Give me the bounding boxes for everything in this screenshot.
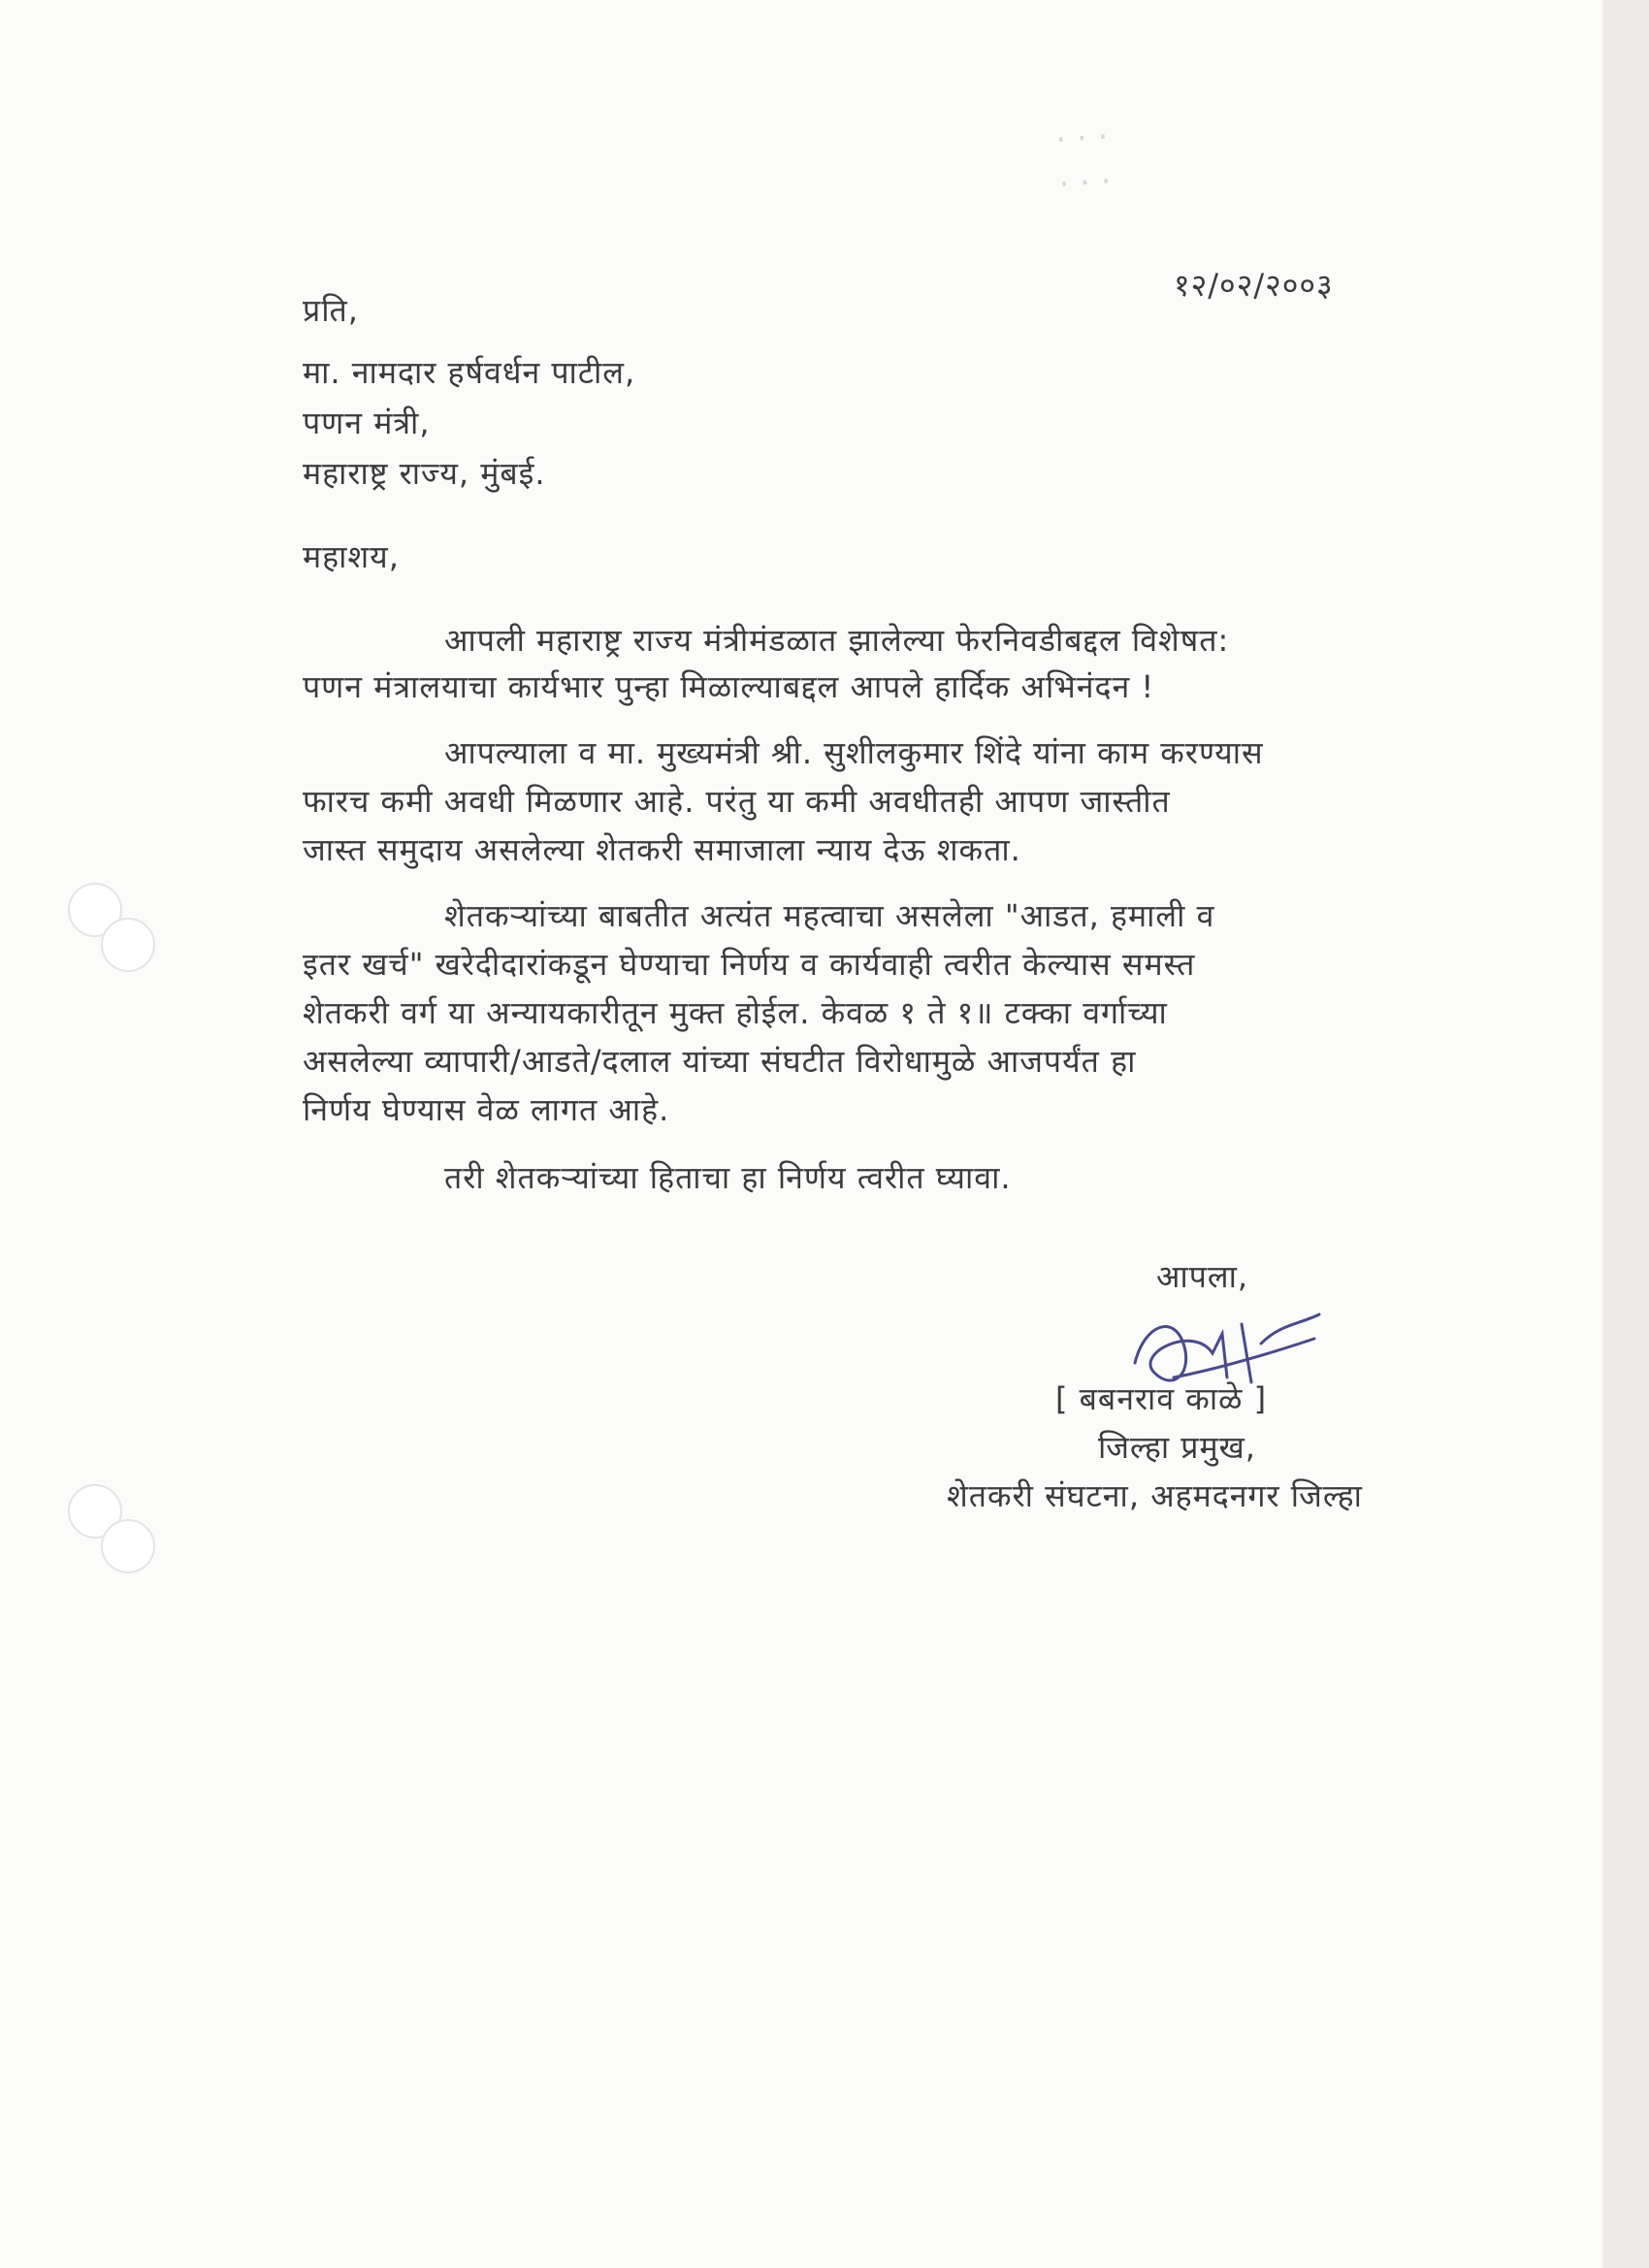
salutation-to: प्रति, bbox=[303, 292, 359, 329]
para2-line1: आपल्याला व मा. मुख्यमंत्री श्री. सुशीलकुमार शिंदे यांना काम करण्यास bbox=[444, 734, 1264, 771]
para3-line1: शेतकऱ्यांच्या बाबतीत अत्यंत महत्वाचा असलेला "आडत, हमाली व bbox=[444, 897, 1215, 934]
signatory-name: [ बबनराव काळे ] bbox=[1055, 1380, 1268, 1417]
punch-hole-top-2 bbox=[101, 918, 155, 972]
para3-line5: निर्णय घेण्यास वेळ लागत आहे. bbox=[303, 1091, 670, 1128]
para2-line3: जास्त समुदाय असलेल्या शेतकरी समाजाला न्याय देऊ शकता. bbox=[303, 831, 1021, 868]
signatory-title: जिल्हा प्रमुख, bbox=[1098, 1429, 1256, 1466]
para2-line2: फारच कमी अवधी मिळणार आहे. परंतु या कमी अवधीतही आपण जास्तीत bbox=[303, 783, 1171, 820]
signatory-org: शेतकरी संघटना, अहमदनगर जिल्हा bbox=[947, 1477, 1363, 1514]
greeting: महाशय, bbox=[303, 538, 400, 575]
para1-line1: आपली महाराष्ट्र राज्य मंत्रीमंडळात झालेल्या फेरनिवडीबद्दल विशेषत: bbox=[444, 622, 1230, 659]
punch-hole-bottom-2 bbox=[101, 1519, 155, 1573]
para1-line2: पणन मंत्रालयाचा कार्यभार पुन्हा मिळाल्याबद्दल आपले हार्दिक अभिनंदन ! bbox=[303, 668, 1155, 705]
para3-line3: शेतकरी वर्ग या अन्यायकारीतून मुक्त होईल. केवळ १ ते १॥ टक्का वर्गाच्या bbox=[303, 994, 1168, 1031]
para3-line4: असलेल्या व्यापारी/आडते/दलाल यांच्या संघटीत विरोधामुळे आजपर्यंत हा bbox=[303, 1043, 1137, 1080]
recipient-line-1: मा. नामदार हर्षवर्धन पाटील, bbox=[303, 354, 636, 391]
para4-line1: तरी शेतकऱ्यांच्या हिताचा हा निर्णय त्वरीत घ्यावा. bbox=[444, 1159, 1012, 1196]
pencil-marks: · · · · · · bbox=[1054, 117, 1113, 205]
closing: आपला, bbox=[1156, 1258, 1249, 1295]
recipient-line-3: महाराष्ट्र राज्य, मुंबई. bbox=[303, 455, 546, 492]
letter-date: १२/०२/२००३ bbox=[1174, 267, 1334, 304]
recipient-line-2: पणन मंत्री, bbox=[303, 405, 431, 441]
para3-line2: इतर खर्च" खरेदीदारांकडून घेण्याचा निर्णय व कार्यवाही त्वरीत केल्यास समस्त bbox=[303, 946, 1196, 983]
scan-edge bbox=[1602, 0, 1649, 2268]
